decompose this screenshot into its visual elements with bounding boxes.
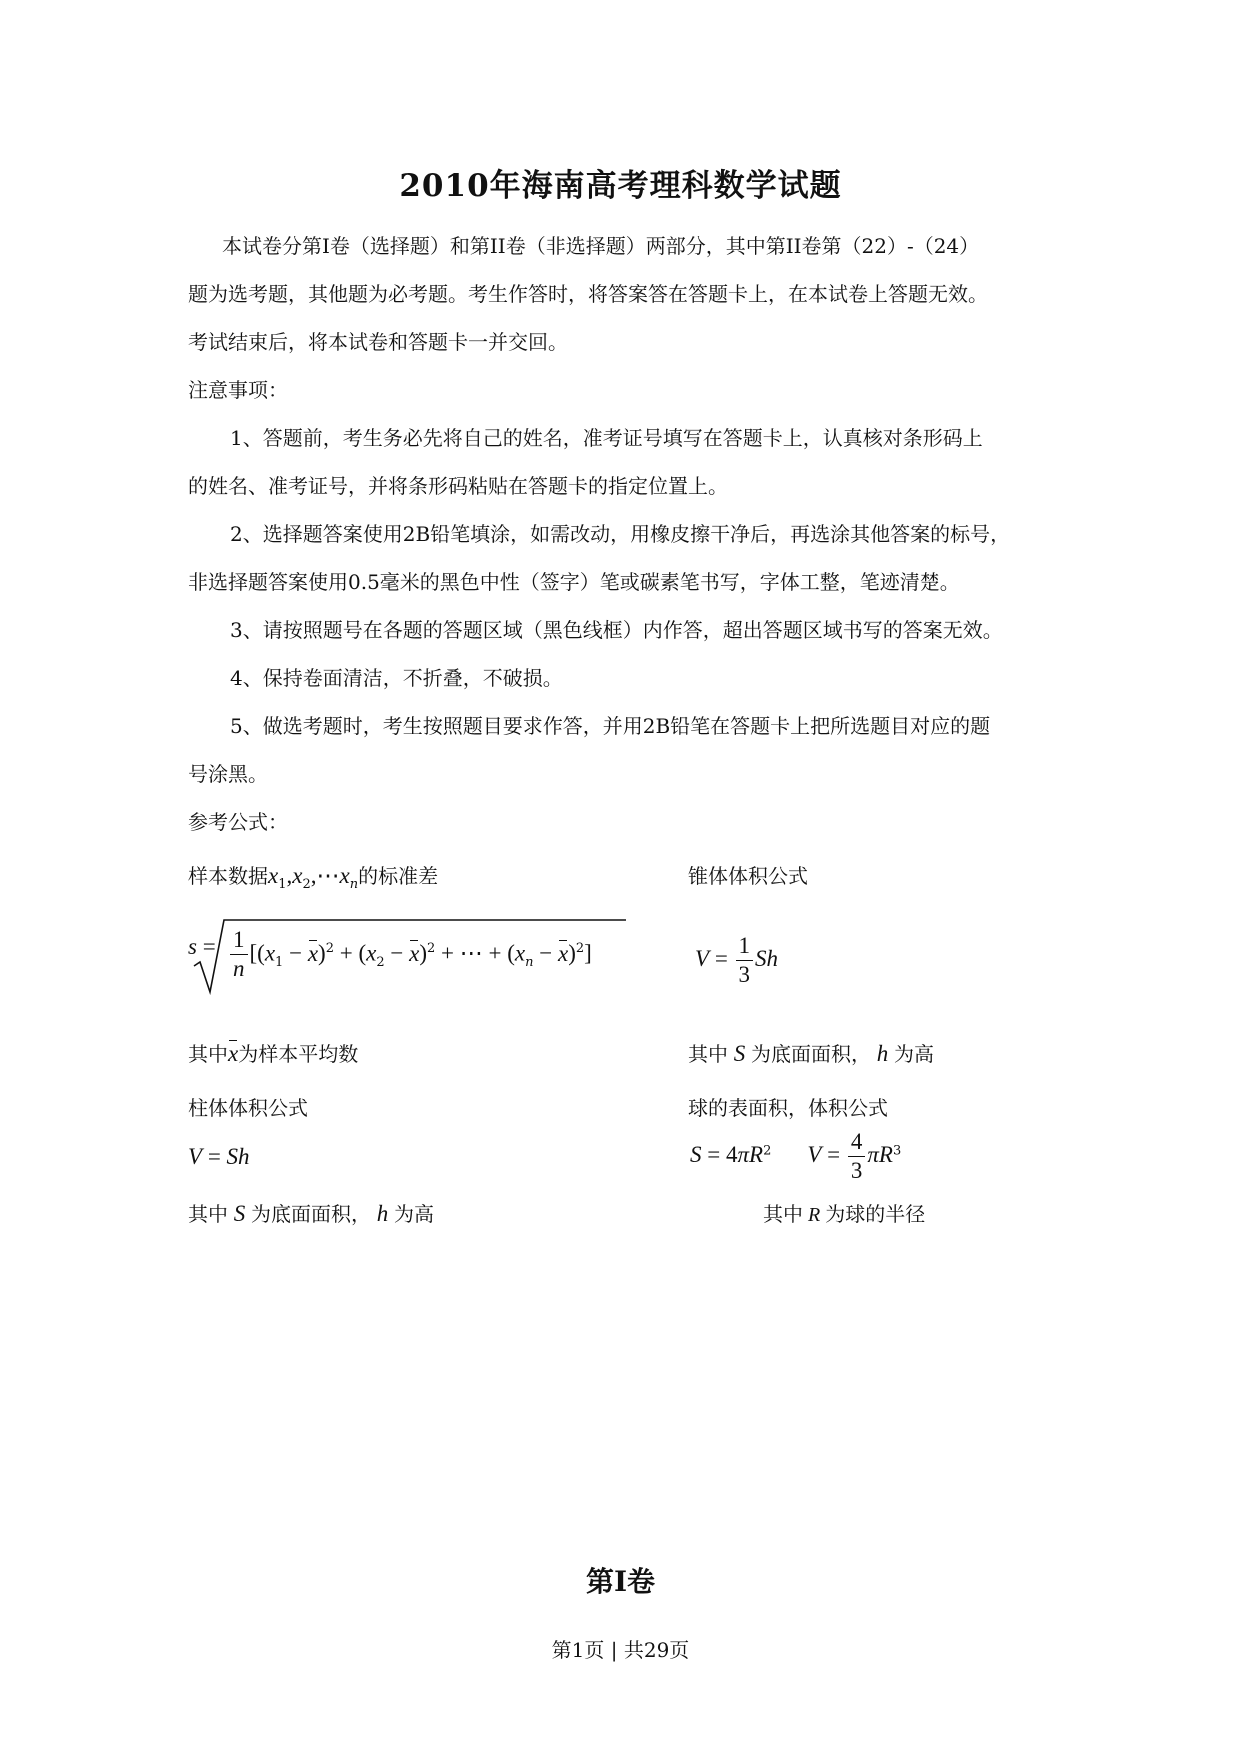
cone-volume-formula: V = $\frac{1}{3}$ Sh xyxy=(695,933,779,987)
note-item-1-line-1: 1、答题前，考生务必先将自己的姓名，准考证号填写在答题卡上，认真核对条形码上 xyxy=(230,426,983,450)
prism-volume-formula: V = Sh xyxy=(188,1144,250,1169)
note-item-5-line-2: 号涂黑。 xyxy=(188,762,268,786)
prism-base-note: 其中 S 为底面面积， h 为高 xyxy=(188,1201,434,1226)
note-item-2-line-2: 非选择题答案使用0.5毫米的黑色中性（签字）笔或碳素笔书写，字体工整，笔迹清楚。 xyxy=(188,570,960,594)
note-item-4: 4、保持卷面清洁，不折叠，不破损。 xyxy=(230,666,563,690)
volume-heading: 第Ⅰ卷 xyxy=(585,1565,656,1598)
note-item-1-line-2: 的姓名、准考证号，并将条形码粘贴在答题卡的指定位置上。 xyxy=(188,474,728,498)
std-dev-formula: s = xyxy=(188,934,216,959)
intro-line-3: 考试结束后，将本试卷和答题卡一并交回。 xyxy=(188,330,568,354)
intro-line-1: 本试卷分第Ⅰ卷（选择题）和第II卷（非选择题）两部分，其中第II卷第（22）-（24） xyxy=(222,234,980,258)
sphere-formulas: $S = 4\pi R^2$ V = $\frac{4}{3}$ $\pi R^3$ xyxy=(690,1129,902,1183)
cone-volume-label: 锥体体积公式 xyxy=(688,864,808,888)
formulas-heading: 参考公式： xyxy=(188,810,288,834)
page-footer: 第1页 | 共29页 xyxy=(551,1638,690,1662)
cone-base-note: 其中 S 为底面面积， h 为高 xyxy=(688,1041,934,1066)
std-dev-radical: $\frac{1}{n}$ [$(x_1 - x)^2 + (x_2 - x)^2$ + ⋯ + $(x_n - x)^2$] xyxy=(192,918,628,996)
page-title: 2010年海南高考理科数学试题 xyxy=(399,168,842,204)
intro-line-2: 题为选考题，其他题为必考题。考生作答时，将答案答在答题卡上，在本试卷上答题无效。 xyxy=(188,282,988,306)
prism-volume-label: 柱体体积公式 xyxy=(188,1096,308,1120)
sphere-radius-note: 其中 R 为球的半径 xyxy=(763,1202,926,1226)
notes-heading: 注意事项： xyxy=(188,378,288,402)
note-item-3: 3、请按照题号在各题的答题区域（黑色线框）内作答，超出答题区域书写的答案无效。 xyxy=(230,618,1003,642)
mean-note: 其中x为样本平均数 xyxy=(188,1041,359,1066)
note-item-2-line-1: 2、选择题答案使用2B铅笔填涂，如需改动，用橡皮擦干净后，再选涂其他答案的标号， xyxy=(230,522,1011,546)
std-dev-label: 样本数据$x_1,x_2,\cdots x_n$的标准差 xyxy=(188,863,439,892)
note-item-5-line-1: 5、做选考题时，考生按照题目要求作答，并用2B铅笔在答题卡上把所选题目对应的题 xyxy=(230,714,991,738)
sphere-label: 球的表面积，体积公式 xyxy=(688,1096,888,1120)
